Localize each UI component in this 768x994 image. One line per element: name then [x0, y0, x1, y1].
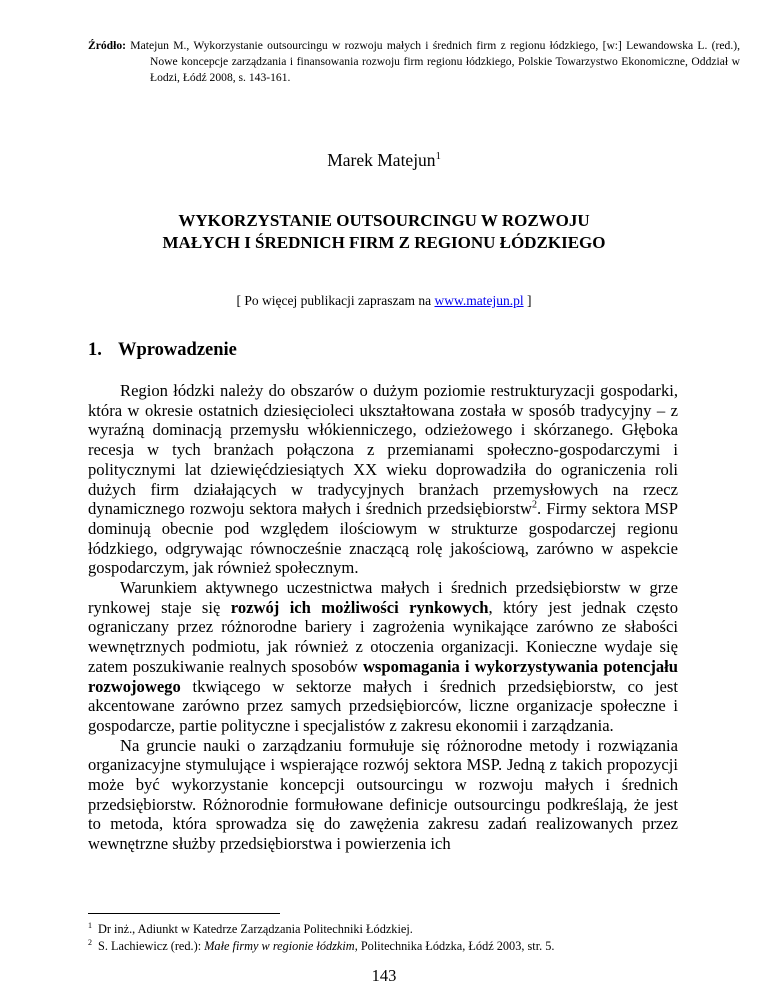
- author-name-text: Marek Matejun: [327, 150, 436, 170]
- body-text: [88, 381, 678, 854]
- section-number: 1.: [88, 340, 102, 360]
- footnote-2: [88, 938, 688, 954]
- footnote-separator: [88, 913, 280, 914]
- footnote-2-book-title: Małe firmy w regionie łódzkim: [204, 939, 355, 954]
- page-number: 143: [371, 966, 397, 985]
- footnote-1: [88, 921, 688, 937]
- footnote-2-number: 2: [88, 938, 92, 947]
- paper-title: [0, 210, 768, 254]
- source-label: Źródło:: [88, 39, 127, 52]
- publications-promo: [0, 293, 768, 309]
- paragraph-2-emphasis-2: wspomagania i wykorzystywania potencjału rozwojowego: [88, 656, 678, 696]
- paragraph-1-text-a: Region łódzki należy do obszarów o dużym poziomie restrukturyzacji gospodarki, która w okresie ostatnich dziesięcioleci ukształtowana została w sposób tradycyjny – z wyraźną dominacją przemysłu włókienniczego, odzieżowego i skórzanego. Głęboka recesja w tych branżach połączona z przemianami społeczno-gospodarczymi i politycznymi lat dziewięćdziesiątych XX wieku doprowadziła do ograniczenia roli dużych firm działających w tradycyjnych branżach przemysłowych na rzecz dynamicznego rozwoju sektora małych i średnich przedsiębiorstw: [88, 381, 678, 519]
- author-footnote-mark[interactable]: 1: [435, 151, 441, 162]
- section-heading: [88, 340, 237, 361]
- footnote-1-text: Dr inż., Adiunkt w Katedrze Zarządzania Politechniki Łódzkiej.: [98, 922, 413, 937]
- paragraph-3: Na gruncie nauki o zarządzaniu formułuje się różnorodne metody i rozwiązania organizacyjne stymulujące i wspierające rozwój sektora MSP. Jedną z takich propozycji może być wykorzystanie koncepcji outsourcingu w rozwoju małych i średnich przedsiębiorstw. Różnorodnie formułowane definicje outsourcingu podkreślają, że jest to metoda, która sprowadza się do zawężenia zakresu zadań realizowanych przez wewnętrzne służby przedsiębiorstwa i powierzenia ich: [88, 735, 678, 854]
- title-line-1: WYKORZYSTANIE OUTSOURCINGU W ROZWOJU: [178, 211, 590, 230]
- paragraph-2-text-c: tkwiącego w sektorze małych i średnich przedsiębiorstw, co jest akcentowane zarówno przez samych przedsiębiorców, liczne organizacje społeczne i gospodarcze, partie polityczne i specjalistów z zakresu ekonomii i zarządzania.: [88, 676, 678, 735]
- paragraph-2-emphasis-1: rozwój ich możliwości rynkowych: [230, 597, 489, 617]
- footnote-2-mark[interactable]: 2: [532, 499, 538, 511]
- promo-suffix: ]: [523, 293, 532, 308]
- source-text: Matejun M., Wykorzystanie outsourcingu w rozwoju małych i średnich firm z regionu łódzkiego, [w:] Lewandowska L. (red.), Nowe koncepcje zarządzania i finansowania rozwoju firm regionu łódzkiego, Polskie Towarzystwo Ekonomiczne, Oddział w Łodzi, Łódź 2008, s. 143-161.: [130, 39, 740, 84]
- section-title: Wprowadzenie: [118, 340, 237, 360]
- promo-prefix: [ Po więcej publikacji zapraszam na: [236, 293, 435, 308]
- paragraph-2-text-b: , który jest jednak często ograniczany przez różnorodne bariery i zagrożenia wynikające zarówno ze słabości wewnętrznych podmiotu, jak również z otoczenia organizacji. Konieczne wydaje się zatem poszukiwanie realnych sposobów: [88, 597, 678, 676]
- source-citation: [88, 38, 740, 86]
- paragraph-1-text-b: . Firmy sektora MSP dominują obecnie pod względem ilościowym w strukturze gospodarczej regionu łódzkiego, odgrywając równocześnie znaczącą rolę jakościową, zarówno w aspekcie gospodarczym, jak również społecznym.: [88, 499, 678, 578]
- footnote-1-number: 1: [88, 921, 92, 930]
- title-line-2: MAŁYCH I ŚREDNICH FIRM Z REGIONU ŁÓDZKIEGO: [162, 233, 606, 252]
- website-link[interactable]: www.matejun.pl: [434, 293, 524, 308]
- footnote-2-text-pre: S. Lachiewicz (red.):: [98, 939, 205, 954]
- paragraph-1: [88, 381, 678, 578]
- paragraph-2-text-a: Warunkiem aktywnego uczestnictwa małych i średnich przedsiębiorstw w grze rynkowej staje się: [88, 578, 678, 617]
- paragraph-2: [88, 578, 678, 736]
- author-name: [0, 150, 768, 171]
- footnote-2-text-post: , Politechnika Łódzka, Łódź 2003, str. 5.: [354, 939, 555, 954]
